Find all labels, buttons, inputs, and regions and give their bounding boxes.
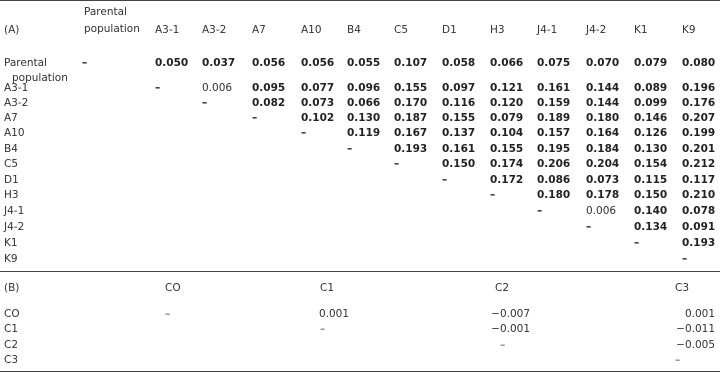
row-label-c3: C3	[4, 354, 19, 366]
table-cell: –	[442, 174, 448, 186]
table-cell: −0.011	[676, 323, 715, 335]
table-cell: 0.006	[586, 205, 617, 217]
table-cell: 0.193	[682, 237, 716, 249]
table-cell: 0.212	[682, 158, 716, 170]
table-cell: 0.080	[682, 57, 716, 69]
table-cell: 0.201	[682, 143, 716, 155]
column-header-c1: C1	[320, 282, 335, 294]
table-cell: –	[82, 57, 88, 69]
table-cell: 0.180	[586, 112, 620, 124]
table-cell: –	[537, 205, 543, 217]
table-cell: 0.086	[537, 174, 571, 186]
table-cell: 0.104	[490, 127, 524, 139]
table-cell: 0.150	[442, 158, 476, 170]
column-header-k1: K1	[634, 24, 648, 36]
table-cell: 0.174	[490, 158, 524, 170]
table-cell: 0.099	[634, 97, 668, 109]
table-cell: 0.140	[634, 205, 668, 217]
table-cell: 0.178	[586, 189, 620, 201]
table-cell: −0.005	[676, 339, 715, 351]
table-cell: 0.091	[682, 221, 716, 233]
table-cell: 0.195	[537, 143, 571, 155]
column-header-a10: A10	[301, 24, 322, 36]
column-header-j4-1: J4-1	[537, 24, 558, 36]
table-cell: 0.056	[252, 57, 286, 69]
table-cell: –	[202, 97, 208, 109]
bottom-rule	[0, 371, 720, 372]
table-cell: 0.121	[490, 82, 524, 94]
table-cell: 0.172	[490, 174, 524, 186]
table-cell: –	[320, 323, 326, 335]
table-cell: –	[347, 143, 353, 155]
table-cell: 0.126	[634, 127, 668, 139]
table-cell: 0.107	[394, 57, 428, 69]
table-cell: 0.207	[682, 112, 716, 124]
table-cell: 0.161	[537, 82, 571, 94]
table-cell: 0.037	[202, 57, 236, 69]
table-cell: 0.006	[202, 82, 233, 94]
table-cell: 0.130	[634, 143, 668, 155]
table-cell: 0.155	[490, 143, 524, 155]
table-cell: 0.073	[301, 97, 335, 109]
table-cell: −0.007	[491, 308, 530, 320]
table-cell: –	[634, 237, 640, 249]
table-cell: 0.089	[634, 82, 668, 94]
table-cell: 0.116	[442, 97, 476, 109]
corner-header-line1: Parental	[84, 6, 127, 18]
table-cell: 0.066	[490, 57, 524, 69]
table-cell: 0.115	[634, 174, 668, 186]
table-cell: –	[586, 221, 592, 233]
table-cell: 0.119	[347, 127, 381, 139]
column-header-j4-2: J4-2	[586, 24, 607, 36]
table-cell: 0.161	[442, 143, 476, 155]
table-cell: 0.146	[634, 112, 668, 124]
column-header-b4: B4	[347, 24, 361, 36]
table-cell: –	[394, 158, 400, 170]
corner-header-line2: population	[84, 23, 140, 35]
table-cell: 0.078	[682, 205, 716, 217]
table-cell: 0.155	[442, 112, 476, 124]
row-label-d1: D1	[4, 174, 19, 186]
row-label-a3-2: A3-2	[4, 97, 29, 109]
table-cell: 0.001	[318, 308, 349, 320]
table-cell: 0.056	[301, 57, 335, 69]
row-label-c2: C2	[4, 339, 19, 351]
table-cell: 0.095	[252, 82, 286, 94]
table-cell: 0.079	[490, 112, 524, 124]
table-cell: 0.144	[586, 97, 620, 109]
table-cell: 0.134	[634, 221, 668, 233]
table-cell: 0.164	[586, 127, 620, 139]
column-header-k9: K9	[682, 24, 696, 36]
table-cell: 0.193	[394, 143, 428, 155]
row-label-a10: A10	[4, 127, 25, 139]
row-label-a3-1: A3-1	[4, 82, 29, 94]
table-cell: 0.120	[490, 97, 524, 109]
row-label-parental-population: Parental	[4, 57, 47, 69]
table-cell: 0.176	[682, 97, 716, 109]
table-cell: –	[500, 339, 506, 351]
table-cell: 0.077	[301, 82, 335, 94]
column-header-d1: D1	[442, 24, 457, 36]
table-cell: 0.117	[682, 174, 716, 186]
column-header-h3: H3	[490, 24, 505, 36]
row-label-co: CO	[4, 308, 20, 320]
table-cell: 0.199	[682, 127, 716, 139]
table-cell: 0.130	[347, 112, 381, 124]
column-header-a7: A7	[252, 24, 266, 36]
column-header-a3-1: A3-1	[155, 24, 180, 36]
table-cell: −0.001	[491, 323, 530, 335]
table-cell: 0.137	[442, 127, 476, 139]
table-cell: 0.196	[682, 82, 716, 94]
table-cell: 0.159	[537, 97, 571, 109]
table-cell: 0.070	[586, 57, 620, 69]
row-label-c1: C1	[4, 323, 19, 335]
row-label-j4-2: J4-2	[4, 221, 25, 233]
table-a-label: (A)	[4, 24, 20, 36]
table-cell: 0.058	[442, 57, 476, 69]
row-label-h3: H3	[4, 189, 19, 201]
table-cell: 0.170	[394, 97, 428, 109]
table-cell: 0.189	[537, 112, 571, 124]
table-cell: –	[155, 82, 161, 94]
table-cell: 0.157	[537, 127, 571, 139]
table-cell: 0.144	[586, 82, 620, 94]
top-rule	[0, 0, 720, 1]
table-cell: 0.066	[347, 97, 381, 109]
table-cell: 0.187	[394, 112, 428, 124]
table-cell: 0.167	[394, 127, 428, 139]
row-label-b4: B4	[4, 143, 18, 155]
table-cell: –	[165, 308, 171, 320]
table-cell: –	[301, 127, 307, 139]
table-cell: 0.001	[684, 308, 715, 320]
column-header-a3-2: A3-2	[202, 24, 227, 36]
row-label-parental-population-line2: population	[12, 72, 68, 84]
column-header-co: CO	[165, 282, 181, 294]
table-b-label: (B)	[4, 282, 20, 294]
mid-rule	[0, 271, 720, 272]
table-cell: 0.210	[682, 189, 716, 201]
table-cell: 0.102	[301, 112, 335, 124]
table-cell: –	[675, 354, 681, 366]
table-cell: 0.206	[537, 158, 571, 170]
table-cell: –	[252, 112, 258, 124]
column-header-c2: C2	[495, 282, 510, 294]
table-cell: 0.055	[347, 57, 381, 69]
row-label-k1: K1	[4, 237, 18, 249]
table-cell: 0.096	[347, 82, 381, 94]
table-cell: 0.050	[155, 57, 189, 69]
table-cell: 0.082	[252, 97, 286, 109]
table-cell: –	[682, 253, 688, 265]
row-label-j4-1: J4-1	[4, 205, 25, 217]
table-cell: 0.154	[634, 158, 668, 170]
table-cell: 0.204	[586, 158, 620, 170]
row-label-c5: C5	[4, 158, 19, 170]
table-cell: 0.075	[537, 57, 571, 69]
table-cell: 0.184	[586, 143, 620, 155]
table-cell: 0.097	[442, 82, 476, 94]
table-cell: 0.155	[394, 82, 428, 94]
table-cell: –	[490, 189, 496, 201]
table-cell: 0.079	[634, 57, 668, 69]
table-cell: 0.180	[537, 189, 571, 201]
table-cell: 0.150	[634, 189, 668, 201]
table-cell: 0.073	[586, 174, 620, 186]
row-label-k9: K9	[4, 253, 18, 265]
column-header-c3: C3	[675, 282, 690, 294]
column-header-c5: C5	[394, 24, 409, 36]
row-label-a7: A7	[4, 112, 18, 124]
